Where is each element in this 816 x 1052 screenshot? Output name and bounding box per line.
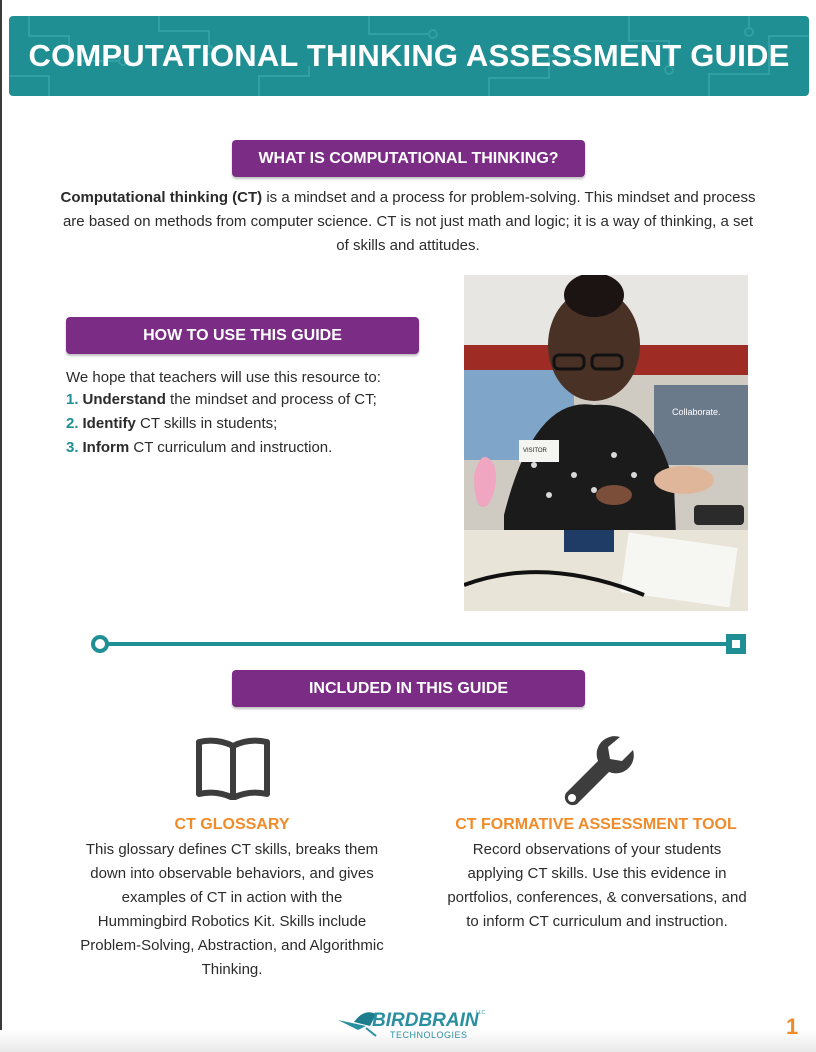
intro-rest: is a mindset and a process for problem-solving. This mindset and process are based on methods from computer science. CT is not just math and logic; it is a way of thinking, a set of skills and attitudes. [62, 189, 756, 254]
list-item [66, 436, 377, 460]
list-rest: CT curriculum and instruction. [129, 439, 333, 456]
birdbrain-logo [336, 1000, 486, 1044]
wrench-icon [560, 733, 636, 809]
list-rest: CT skills in students; [135, 415, 278, 432]
glossary-title: CT GLOSSARY [174, 816, 290, 833]
list-rest: the mindset and process of CT; [165, 391, 377, 408]
what-is-ct-heading: WHAT IS COMPUTATIONAL THINKING? [232, 140, 585, 177]
name-tag-text: VISITOR [523, 448, 547, 454]
list-strong: Identify [82, 415, 136, 432]
logo-sub-text: TECHNOLOGIES [390, 1030, 468, 1040]
page-edge [0, 0, 2, 1052]
logo-main-text: BIRDBRAIN [372, 1010, 479, 1031]
list-strong: Understand [82, 391, 166, 408]
list-number: 2. [66, 415, 79, 432]
how-list [66, 388, 377, 460]
assessment-tool-description: Record observations of your students applying CT skills. Use this evidence in portfolios, conferences, & conversations, and to inform CT curriculum and instruction. [447, 841, 747, 930]
header-banner [9, 16, 809, 96]
logo-llc-text: LLC [476, 1010, 486, 1016]
list-strong: Inform [82, 439, 130, 456]
page-title: COMPUTATIONAL THINKING ASSESSMENT GUIDE [28, 38, 790, 73]
how-intro-text: We hope that teachers will use this resource to: [66, 369, 381, 386]
included-heading: INCLUDED IN THIS GUIDE [232, 670, 585, 707]
student-photo [464, 275, 748, 611]
list-number: 3. [66, 439, 79, 456]
how-to-use-heading: HOW TO USE THIS GUIDE [66, 317, 419, 354]
assessment-tool-title: CT FORMATIVE ASSESSMENT TOOL [455, 816, 737, 833]
book-icon [195, 736, 271, 800]
section-divider [90, 630, 750, 658]
glossary-description: This glossary defines CT skills, breaks them down into observable behaviors, and gives examples of CT in action with the Hummingbird Robotics Kit. Skills include Problem-Solving, Abstraction, and Algorithmic Thinking. [80, 841, 384, 978]
intro-paragraph [58, 186, 758, 258]
page-number: 1 [786, 1014, 799, 1039]
wall-text: Collaborate. [672, 407, 721, 417]
list-item [66, 388, 377, 412]
list-item [66, 412, 377, 436]
list-number: 1. [66, 391, 79, 408]
intro-bold: Computational thinking (CT) [60, 189, 263, 206]
